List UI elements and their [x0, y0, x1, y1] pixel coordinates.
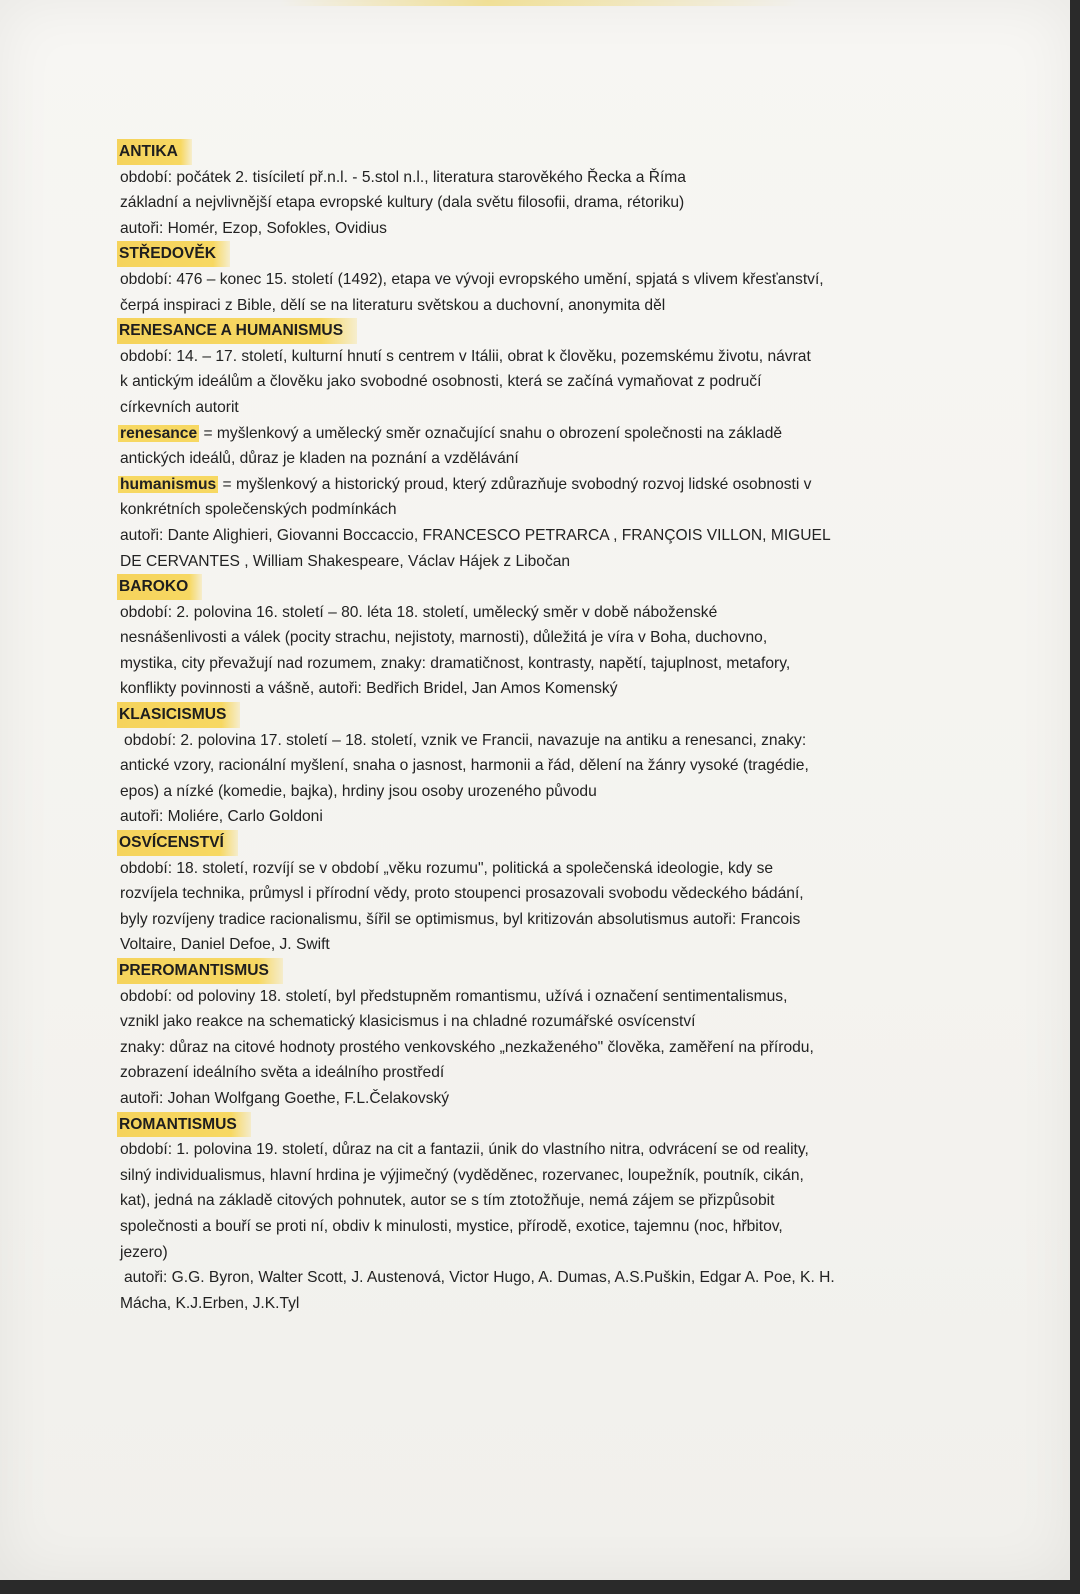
text-line: období: 18. století, rozvíjí se v období „věku rozumu", politická a společenská ideologie, kdy se [120, 859, 774, 877]
section-heading: RENESANCE A HUMANISMUS [117, 318, 357, 344]
text-line: období: 14. – 17. století, kulturní hnutí s centrem v Itálii, obrat k člověku, pozemskému životu, návrat [120, 347, 811, 365]
text-line: autoři: Dante Alighieri, Giovanni Boccaccio, FRANCESCO PETRARCA , FRANÇOIS VILLON, MIGUEL [120, 526, 831, 544]
section-heading: BAROKO [117, 574, 202, 600]
text-line: čerpá inspiraci z Bible, dělí se na literaturu světskou a duchovní, anonymita děl [120, 296, 666, 314]
text-line: období: počátek 2. tisíciletí př.n.l. - 5.stol n.l., literatura starověkého Řecka a Říma [120, 168, 686, 186]
section-heading: STŘEDOVĚK [117, 241, 230, 267]
text-line: byly rozvíjeny tradice racionalismu, šířil se optimismus, byl kritizován absolutismus autoři: Francois [120, 910, 801, 928]
text-line: Voltaire, Daniel Defoe, J. Swift [120, 936, 330, 954]
text-line: konflikty povinnosti a vášně, autoři: Bedřich Bridel, Jan Amos Komenský [120, 680, 618, 698]
text-line: kat), jedná na základě citových pohnutek, autor se s tím ztotožňuje, nemá zájem se přizpůsobit [120, 1192, 775, 1210]
text-line: DE CERVANTES , William Shakespeare, Václav Hájek z Libočan [120, 552, 571, 570]
text-line: antické vzory, racionální myšlení, snaha o jasnost, harmonii a řád, dělení na žánry vysoké (tragédie, [120, 757, 809, 775]
text-line: vznikl jako reakce na schematický klasicismus i na chladné rozumářské osvícenství [120, 1013, 696, 1031]
section-romantismus [120, 1112, 960, 1317]
definition-text: = myšlenkový a historický proud, který zdůrazňuje svobodný rozvoj lidské osobnosti v [218, 475, 812, 493]
text-line: společnosti a bouří se proti ní, obdiv k minulosti, mystice, přírodě, exotice, tajemnu (noc, hřbitov, [120, 1217, 783, 1235]
text-line: autoři: Johan Wolfgang Goethe, F.L.Čelakovský [120, 1089, 450, 1107]
section-heading: ROMANTISMUS [117, 1112, 251, 1138]
section-renesance-humanismus [120, 318, 960, 574]
text-line: období: 2. polovina 16. století – 80. léta 18. století, umělecký směr v době náboženské [120, 603, 718, 621]
section-stredovek [120, 241, 960, 318]
text-line: Mácha, K.J.Erben, J.K.Tyl [120, 1294, 300, 1312]
text-line: k antickým ideálům a člověku jako svobodné osobnosti, která se začíná vymaňovat z područí [120, 373, 762, 391]
section-heading: OSVÍCENSTVÍ [117, 830, 238, 856]
section-heading: ANTIKA [117, 139, 192, 165]
section-heading: KLASICISMUS [117, 702, 240, 728]
text-line: nesnášenlivosti a válek (pocity strachu, nejistoty, marnosti), důležitá je víra v Boha, duchovno, [120, 629, 768, 647]
term-humanismus: humanismus [120, 475, 217, 493]
text-line: znaky: důraz na citové hodnoty prostého venkovského „nezkaženého" člověka, zaměření na přírodu, [120, 1038, 814, 1056]
text-line: období: 2. polovina 17. století – 18. století, vznik ve Francii, navazuje na antiku a renesanci, znaky: [124, 731, 807, 749]
section-preromantismus [120, 958, 960, 1112]
text-line: mystika, city převažují nad rozumem, znaky: dramatičnost, kontrasty, napětí, tajuplnost, metafory, [120, 654, 791, 672]
term-renesance: renesance [120, 424, 198, 442]
section-osvicenstvi [120, 830, 960, 958]
text-line: autoři: G.G. Byron, Walter Scott, J. Austenová, Victor Hugo, A. Dumas, A.S.Puškin, Edgar A. Poe, K. H. [124, 1269, 835, 1287]
text-line: rozvíjela technika, průmysl i přírodní vědy, proto stoupenci prosazovali svobodu vědeckého bádání, [120, 885, 804, 903]
text-line: církevních autorit [120, 398, 239, 416]
section-baroko [120, 574, 960, 702]
text-line: období: od poloviny 18. století, byl předstupněm romantismu, užívá i označení sentimentalismus, [120, 987, 788, 1005]
text-line: antických ideálů, důraz je kladen na poznání a vzdělávání [120, 450, 519, 468]
text-line: konkrétních společenských podmínkách [120, 501, 397, 519]
text-line: zobrazení ideálního světa a ideálního prostředí [120, 1064, 445, 1082]
definition-text: = myšlenkový a umělecký směr označující snahu o obrození společnosti na základě [199, 424, 783, 442]
definition-renesance [120, 421, 960, 447]
text-line: základní a nejvlivnější etapa evropské kultury (dala světu filosofii, drama, rétoriku) [120, 194, 685, 212]
text-line: autoři: Homér, Ezop, Sofokles, Ovidius [120, 219, 387, 237]
text-line: období: 1. polovina 19. století, důraz na cit a fantazii, únik do vlastního nitra, odvrácení se od reality, [120, 1141, 809, 1159]
text-line: jezero) [120, 1243, 168, 1261]
definition-humanismus [120, 472, 960, 498]
text-line: autoři: Moliére, Carlo Goldoni [120, 808, 323, 826]
section-antika [120, 139, 960, 241]
text-line: období: 476 – konec 15. století (1492), etapa ve vývoji evropského umění, spjatá s vlivem křesťanství, [120, 270, 824, 288]
document-body [120, 139, 960, 1316]
section-heading: PREROMANTISMUS [117, 958, 283, 984]
text-line: epos) a nízké (komedie, bajka), hrdiny jsou osoby urozeného původu [120, 782, 597, 800]
text-line: silný individualismus, hlavní hrdina je výjimečný (vyděděnec, rozervanec, loupežník, poutník, cikán, [120, 1166, 804, 1184]
section-klasicismus [120, 702, 960, 830]
highlighter-mark [280, 0, 800, 6]
